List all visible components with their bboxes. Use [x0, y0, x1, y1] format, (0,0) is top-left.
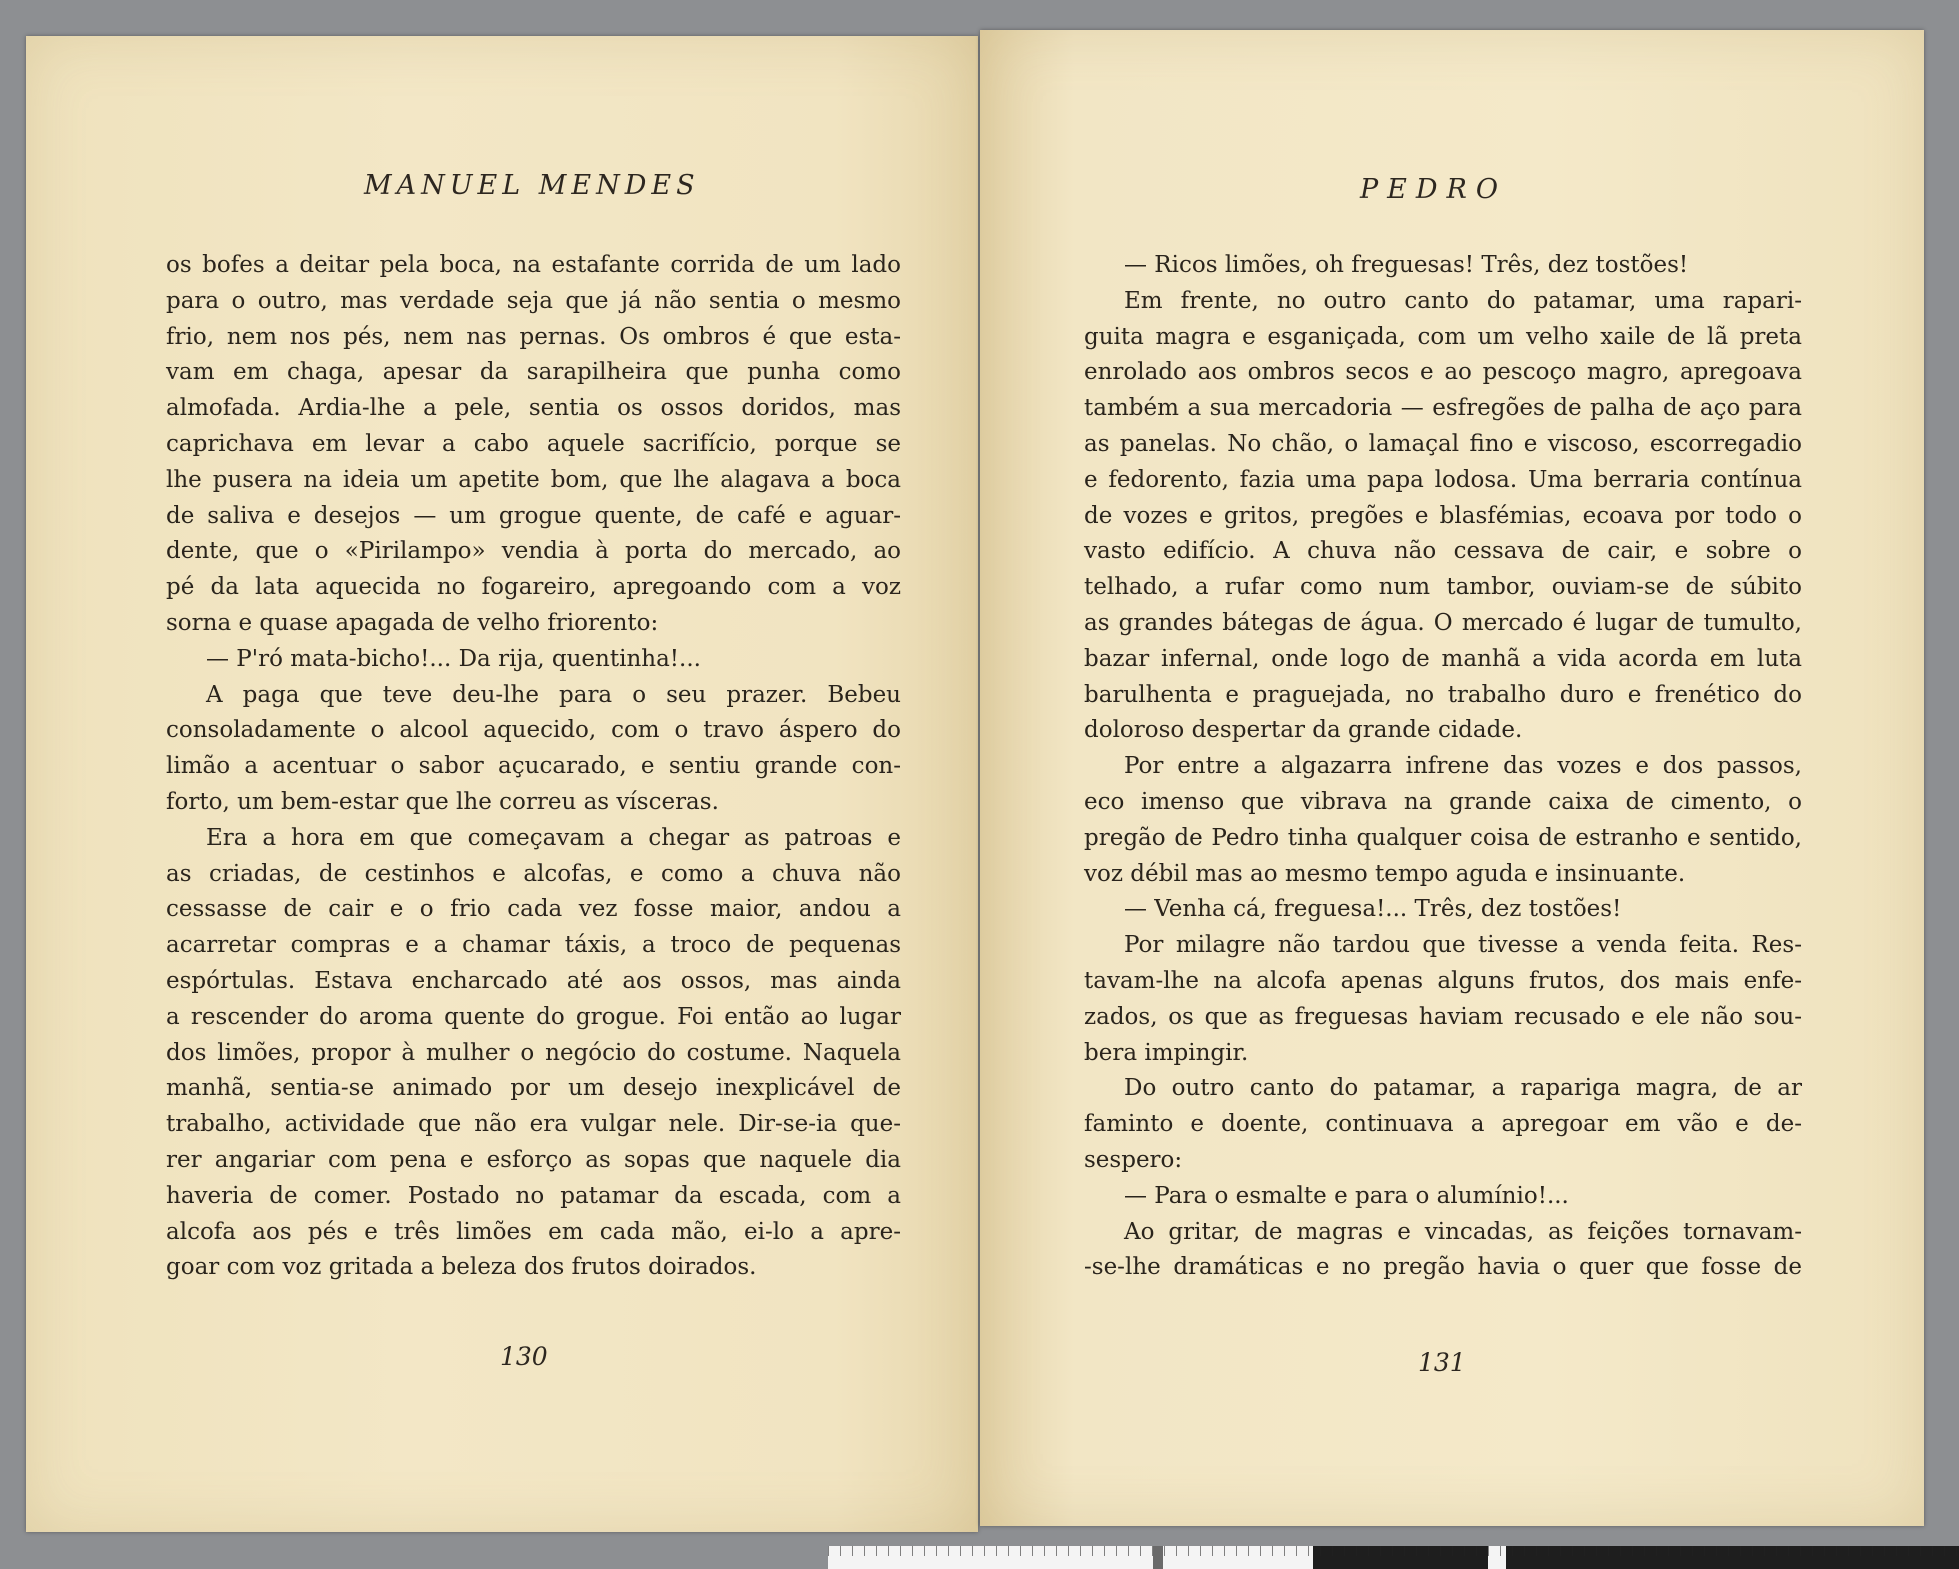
text-line: trabalho, actividade que não era vulgar nele. Dir-se-ia que- [166, 1111, 901, 1138]
text-line: vam em chaga, apesar da sarapilheira que punha como [166, 359, 901, 386]
right-page-text [1084, 248, 1802, 1286]
running-head-author: MANUEL MENDES [364, 170, 700, 201]
text-line: dos limões, propor à mulher o negócio do costume. Naquela [166, 1039, 901, 1066]
text-line: eco imenso que vibrava na grande caixa de cimento, o [1084, 788, 1802, 815]
text-line: as panelas. No chão, o lamaçal fino e viscoso, escorregadio [1084, 430, 1802, 457]
text-line: também a sua mercadoria — esfregões de palha de aço para [1084, 395, 1802, 422]
text-line: barulhenta e praguejada, no trabalho duro e frenético do [1084, 681, 1802, 708]
text-line: faminto e doente, continuava a apregoar em vão e de- [1084, 1111, 1802, 1138]
text-line: guita magra e esganiçada, com um velho xaile de lã preta [1084, 323, 1802, 350]
text-line: as grandes bátegas de água. O mercado é lugar de tumulto, [1084, 609, 1802, 636]
text-line: Do outro canto do patamar, a rapariga magra, de ar [1124, 1075, 1802, 1102]
text-line: almofada. Ardia-lhe a pele, sentia os ossos doridos, mas [166, 395, 901, 422]
text-line: bera impingir. [1084, 1039, 1249, 1066]
text-line: a rescender do aroma quente do grogue. Foi então ao lugar [166, 1003, 901, 1030]
text-line: sorna e quase apagada de velho friorento: [166, 609, 659, 636]
text-line: Por milagre não tardou que tivesse a venda feita. Res- [1124, 932, 1802, 959]
text-line: forto, um bem-estar que lhe correu as vísceras. [166, 788, 719, 815]
text-line: bazar infernal, onde logo de manhã a vida acorda em luta [1084, 645, 1802, 672]
text-line: manhã, sentia-se animado por um desejo inexplicável de [166, 1075, 901, 1102]
text-line: lhe pusera na ideia um apetite bom, que lhe alagava a boca [166, 466, 901, 493]
page-number-left: 130 [500, 1342, 548, 1371]
text-line: e fedorento, fazia uma papa lodosa. Uma berraria contínua [1084, 466, 1802, 493]
text-line: cessasse de cair e o frio cada vez fosse maior, andou a [166, 896, 901, 923]
text-line: sespero: [1084, 1146, 1183, 1173]
text-line: rer angariar com pena e esforço as sopas que naquele dia [166, 1146, 901, 1173]
running-head-title: PEDRO [1360, 174, 1507, 205]
text-line: caprichava em levar a cabo aquele sacrifício, porque se [166, 430, 901, 457]
text-line: — Ricos limões, oh freguesas! Três, dez tostões! [1124, 252, 1689, 278]
left-page-text [166, 248, 901, 1286]
text-line: frio, nem nos pés, nem nas pernas. Os ombros é que esta- [166, 323, 901, 350]
text-line: telhado, a rufar como num tambor, ouviam-se de súbito [1084, 574, 1802, 601]
text-line: limão a acentuar o sabor açucarado, e sentiu grande con- [166, 753, 901, 780]
text-line: enrolado aos ombros secos e ao pescoço magro, apregoava [1084, 359, 1802, 386]
text-line: voz débil mas ao mesmo tempo aguda e insinuante. [1084, 860, 1686, 887]
right-page [980, 30, 1924, 1526]
text-line: doloroso despertar da grande cidade. [1084, 717, 1523, 744]
text-line: vasto edifício. A chuva não cessava de cair, e sobre o [1084, 538, 1802, 565]
text-line: — P'ró mata-bicho!... Da rija, quentinha!... [206, 645, 701, 672]
text-line: espórtulas. Estava encharcado até aos ossos, mas ainda [166, 967, 901, 994]
scale-ruler [828, 1546, 1959, 1569]
text-line: haveria de comer. Postado no patamar da escada, com a [166, 1182, 901, 1209]
text-line: pé da lata aquecida no fogareiro, apregoando com a voz [166, 574, 901, 601]
text-line: dente, que o «Pirilampo» vendia à porta do mercado, ao [166, 538, 901, 565]
ruler-ticks [828, 1546, 1959, 1556]
text-line: Era a hora em que começavam a chegar as patroas e [206, 824, 901, 851]
text-line: zados, os que as freguesas haviam recusado e ele não sou- [1084, 1003, 1802, 1030]
text-line: tavam-lhe na alcofa apenas alguns frutos, dos mais enfe- [1084, 967, 1802, 994]
text-line: as criadas, de cestinhos e alcofas, e como a chuva não [166, 860, 901, 887]
text-line: Por entre a algazarra infrene das vozes e dos passos, [1124, 753, 1802, 780]
page-number-right: 131 [1418, 1348, 1466, 1377]
text-line: para o outro, mas verdade seja que já não sentia o mesmo [166, 287, 901, 314]
text-line: os bofes a deitar pela boca, na estafante corrida de um lado [166, 252, 901, 278]
text-line: Ao gritar, de magras e vincadas, as feições tornavam- [1124, 1218, 1802, 1245]
text-line: -se-lhe dramáticas e no pregão havia o quer que fosse de [1084, 1254, 1802, 1281]
text-line: de vozes e gritos, pregões e blasfémias, ecoava por todo o [1084, 502, 1802, 529]
text-line: — Para o esmalte e para o alumínio!... [1124, 1182, 1569, 1209]
text-line: Em frente, no outro canto do patamar, uma rapari- [1124, 287, 1802, 314]
left-page [26, 36, 978, 1532]
text-line: consoladamente o alcool aquecido, com o travo áspero do [166, 717, 901, 744]
text-line: alcofa aos pés e três limões em cada mão, ei-lo a apre- [166, 1218, 901, 1245]
text-line: — Venha cá, freguesa!... Três, dez tostões! [1124, 896, 1622, 923]
text-line: goar com voz gritada a beleza dos frutos doirados. [166, 1254, 757, 1281]
text-line: acarretar compras e a chamar táxis, a troco de pequenas [166, 932, 901, 959]
text-line: pregão de Pedro tinha qualquer coisa de estranho e sentido, [1084, 824, 1802, 851]
text-line: A paga que teve deu-lhe para o seu prazer. Bebeu [206, 681, 901, 708]
text-line: de saliva e desejos — um grogue quente, de café e aguar- [166, 502, 901, 529]
